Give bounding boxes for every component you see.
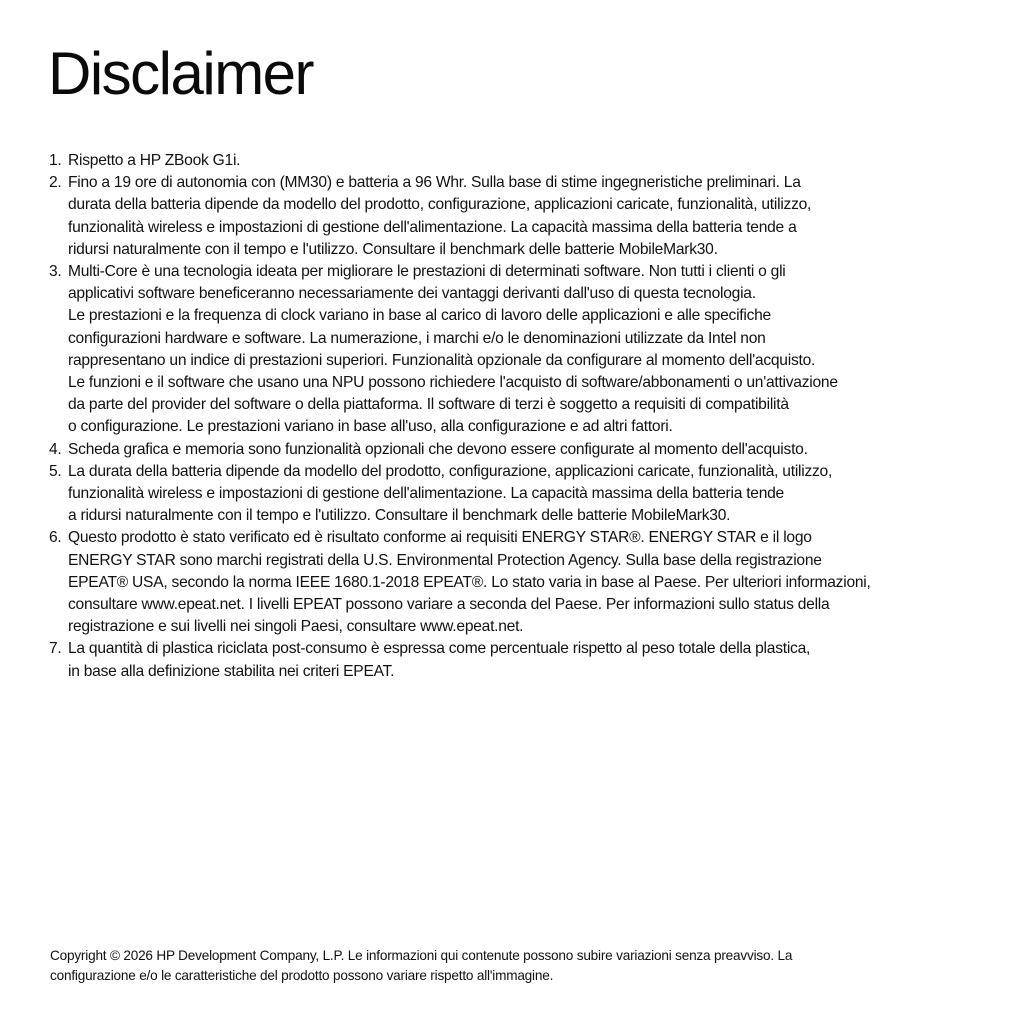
footer-text-line: Copyright © 2026 HP Development Company, L.P. Le informazioni qui contenute possono subire variazioni senza preavviso. La [50,948,793,963]
item-text-line: Questo prodotto è stato verificato ed è risultato conforme ai requisiti ENERGY STAR®. ENERGY STAR e il logo [68,529,812,547]
copyright-footer [50,946,950,985]
disclaimer-item-5 [0,461,980,528]
item-text-line: funzionalità wireless e impostazioni di gestione dell'alimentazione. La capacità massima della batteria tende [68,485,784,503]
item-text-line: Fino a 19 ore di autonomia con (MM30) e batteria a 96 Whr. Sulla base di stime ingegneristiche preliminari. La [68,174,801,192]
item-text-line: EPEAT® USA, secondo la norma IEEE 1680.1-2018 EPEAT®. Lo stato varia in base al Paese. Per ulteriori informazioni, [68,573,871,591]
item-text-line: funzionalità wireless e impostazioni di gestione dell'alimentazione. La capacità massima della batteria tende a [68,218,797,236]
item-text-line: Multi-Core è una tecnologia ideata per migliorare le prestazioni di determinati software. Non tutti i clienti o gli [68,263,786,281]
disclaimer-item-6 [0,527,980,638]
item-text-line: durata della batteria dipende da modello del prodotto, configurazione, applicazioni caricate, funzionalità, utilizzo, [68,196,812,214]
item-text-line: Le prestazioni e la frequenza di clock variano in base al carico di lavoro delle applicazioni e alle specifiche [68,307,771,325]
page-title: Disclaimer [48,40,314,107]
footer-text-line: configurazione e/o le caratteristiche del prodotto possono variare rispetto all'immagine. [50,967,554,983]
item-number: 7. [49,640,62,658]
item-number: 2. [49,174,62,192]
disclaimer-item-4 [0,439,980,461]
item-number: 4. [49,440,62,458]
item-text-line: da parte del provider del software o della piattaforma. Il software di terzi è soggetto a requisiti di compatibilità [68,396,789,414]
item-number: 5. [49,462,62,480]
item-text-line: consultare www.epeat.net. I livelli EPEAT possono variare a seconda del Paese. Per informazioni sullo status della [68,596,830,614]
item-text-line: La quantità di plastica riciclata post-consumo è espressa come percentuale rispetto al peso totale della plastica, [68,640,811,658]
item-text-line: Scheda grafica e memoria sono funzionalità opzionali che devono essere configurate al momento dell'acquisto. [68,440,808,458]
disclaimer-item-3 [0,261,980,439]
item-text-line: rappresentano un indice di prestazioni superiori. Funzionalità opzionale da configurare al momento dell'acquisto. [68,351,816,369]
item-text-line: configurazioni hardware e software. La numerazione, i marchi e/o le denominazioni utilizzate da Intel non [68,329,766,347]
disclaimer-item-1 [0,150,980,172]
item-text-line: o configurazione. Le prestazioni variano in base all'uso, alla configurazione e ad altri fattori. [68,418,673,436]
item-text-line: ENERGY STAR sono marchi registrati della U.S. Environmental Protection Agency. Sulla base della registrazione [68,551,822,569]
disclaimer-list [0,150,980,683]
item-text-line: ridursi naturalmente con il tempo e l'utilizzo. Consultare il benchmark delle batterie MobileMark30. [68,240,718,258]
item-text-line: Le funzioni e il software che usano una NPU possono richiedere l'acquisto di software/abbonamenti o un'attivazione [68,374,838,392]
disclaimer-item-2 [0,172,980,261]
item-text-line: registrazione e sui livelli nei singoli Paesi, consultare www.epeat.net. [68,618,524,636]
item-text-line: in base alla definizione stabilita nei criteri EPEAT. [68,662,395,680]
item-number: 3. [49,263,62,281]
item-number: 6. [49,529,62,547]
disclaimer-item-7 [0,638,980,682]
item-text-line: applicativi software beneficeranno necessariamente dei vantaggi derivanti dall'uso di questa tecnologia. [68,285,756,303]
item-number: 1. [49,152,62,169]
item-text-line: Rispetto a HP ZBook G1i. [68,152,241,169]
item-text-line: a ridursi naturalmente con il tempo e l'utilizzo. Consultare il benchmark delle batterie MobileMark30. [68,507,731,525]
item-text-line: La durata della batteria dipende da modello del prodotto, configurazione, applicazioni caricate, funzionalità, utilizzo, [68,462,833,480]
